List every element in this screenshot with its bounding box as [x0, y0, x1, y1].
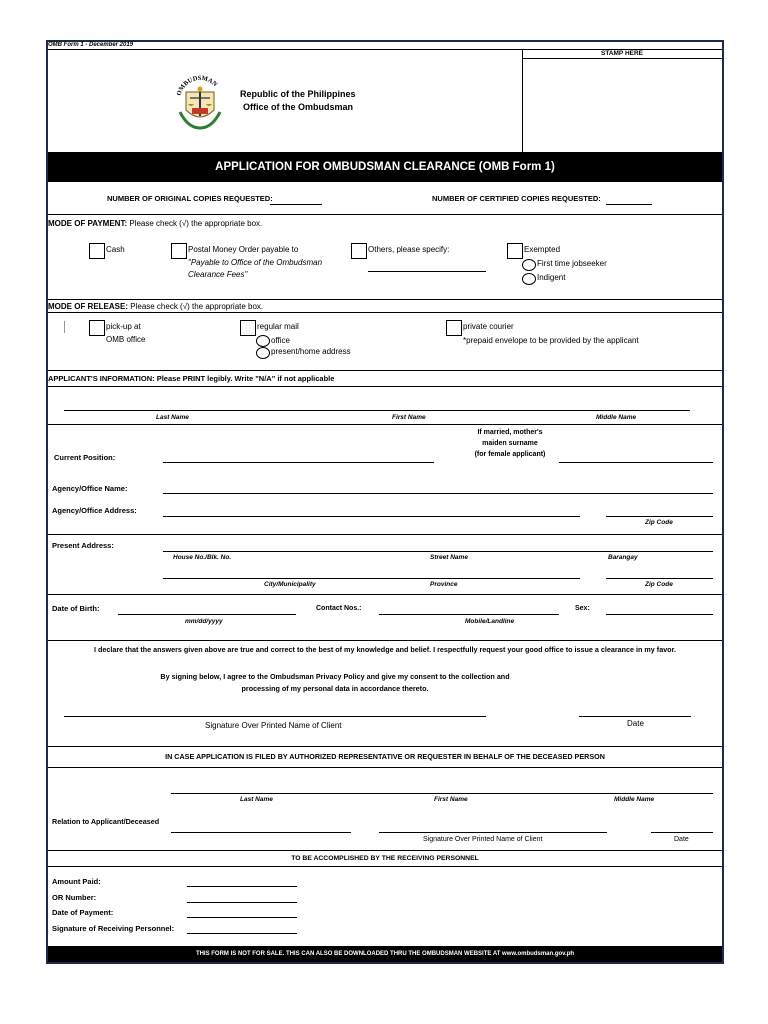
stamp-box-border	[522, 49, 523, 152]
province-label: Province	[430, 581, 458, 588]
courier-label: private courier	[463, 322, 514, 331]
first-time-label: First time jobseeker	[537, 259, 607, 268]
maiden-surname-field[interactable]	[559, 462, 713, 463]
rep-date-field[interactable]	[651, 832, 713, 833]
first-name-label: First Name	[392, 414, 426, 421]
receiving-signature-label: Signature of Receiving Personnel:	[52, 924, 175, 933]
home-address-label: present/home address	[271, 347, 351, 356]
stamp-label: STAMP HERE	[600, 50, 643, 57]
section-rule	[48, 594, 722, 595]
office-label: office	[271, 336, 290, 345]
regular-mail-label: regular mail	[257, 322, 299, 331]
mobile-label: Mobile/Landline	[465, 618, 515, 625]
rep-first-name-label: First Name	[434, 796, 468, 803]
section-rule	[48, 640, 722, 641]
relation-field[interactable]	[171, 832, 351, 833]
maiden-label-1: If married, mother's	[477, 429, 543, 436]
section-rule	[48, 850, 722, 851]
release-heading: MODE OF RELEASE:	[48, 302, 129, 311]
home-address-radio[interactable]	[256, 347, 270, 359]
receiving-heading: TO BE ACCOMPLISHED BY THE RECEIVING PERSONNEL	[291, 855, 479, 862]
office-radio[interactable]	[256, 335, 270, 347]
others-label: Others, please specify:	[368, 245, 450, 254]
exempted-label: Exempted	[524, 245, 561, 254]
pickup-label-2: OMB office	[106, 335, 146, 344]
certified-copies-field[interactable]	[606, 204, 652, 205]
current-position-field[interactable]	[163, 462, 434, 463]
section-rule	[48, 534, 722, 535]
agency-address-label: Agency/Office Address:	[52, 506, 137, 515]
rep-signature-field[interactable]	[379, 832, 607, 833]
present-zip-label: Zip Code	[645, 581, 673, 588]
section-rule	[48, 767, 722, 768]
applicant-heading: APPLICANT'S INFORMATION: Please PRINT legibly. Write "N/A" if not applicable	[48, 374, 335, 383]
rep-date-label: Date	[674, 836, 689, 843]
agency-name-field[interactable]	[163, 493, 713, 494]
rep-middle-name-label: Middle Name	[614, 796, 655, 803]
agency-zip-field[interactable]	[606, 516, 713, 517]
original-copies-field[interactable]	[270, 204, 322, 205]
representative-name-field[interactable]	[171, 793, 713, 794]
pickup-checkbox[interactable]	[89, 320, 105, 336]
applicant-name-field[interactable]	[64, 410, 690, 411]
pmo-label: Postal Money Order payable to	[188, 245, 299, 254]
present-address-field-1[interactable]	[163, 551, 713, 552]
pmo-note-2: Clearance Fees"	[188, 270, 248, 279]
date-payment-label: Date of Payment:	[52, 908, 114, 917]
form-title: APPLICATION FOR OMBUDSMAN CLEARANCE (OMB Form 1)	[215, 161, 555, 173]
representative-heading: IN CASE APPLICATION IS FILED BY AUTHORIZED REPRESENTATIVE OR REQUESTER IN BEHALF OF THE DECEASED PERSON	[165, 752, 605, 761]
footer-text: THIS FORM IS NOT FOR SALE. THIS CAN ALSO BE DOWNLOADED THRU THE OMBUDSMAN WEBSITE AT www.ombudsman.gov.ph	[195, 951, 575, 957]
courier-note: *prepaid envelope to be provided by the applicant	[463, 336, 639, 345]
header-office: Office of the Ombudsman	[243, 102, 354, 112]
original-copies-label: NUMBER OF ORIGINAL COPIES REQUESTED:	[107, 194, 273, 203]
amount-paid-label: Amount Paid:	[52, 877, 101, 886]
section-rule	[48, 424, 722, 425]
city-label: City/Municipality	[264, 581, 316, 588]
indigent-label: Indigent	[537, 273, 566, 282]
release-heading-row	[48, 302, 263, 312]
amount-paid-field[interactable]	[187, 886, 297, 887]
agency-address-field[interactable]	[163, 516, 580, 517]
postal-money-order-checkbox[interactable]	[171, 243, 187, 259]
ombudsman-seal-icon	[172, 70, 228, 132]
cash-checkbox[interactable]	[89, 243, 105, 259]
section-rule	[48, 299, 722, 300]
client-date-label: Date	[627, 719, 644, 728]
house-no-label: House No./Blk. No.	[173, 554, 232, 561]
declaration-line-3: processing of my personal data in accordance thereto.	[241, 684, 429, 693]
payment-heading: MODE OF PAYMENT:	[48, 219, 128, 228]
others-specify-field[interactable]	[368, 271, 486, 272]
release-instruction: Please check (√) the appropriate box.	[130, 302, 264, 311]
sex-label: Sex:	[575, 605, 590, 612]
receiving-signature-field[interactable]	[187, 933, 297, 934]
first-time-jobseeker-radio[interactable]	[522, 259, 536, 271]
section-rule	[48, 386, 722, 387]
rep-last-name-label: Last Name	[240, 796, 273, 803]
declaration-line-2: By signing below, I agree to the Ombudsman Privacy Policy and give my consent to the collection and	[160, 672, 510, 681]
dob-format-label: mm/dd/yyyy	[185, 618, 223, 625]
exempted-checkbox[interactable]	[507, 243, 523, 259]
regular-mail-checkbox[interactable]	[240, 320, 256, 336]
private-courier-checkbox[interactable]	[446, 320, 462, 336]
barangay-label: Barangay	[608, 554, 638, 561]
section-rule	[48, 312, 722, 313]
client-signature-field[interactable]	[64, 716, 486, 717]
current-position-label: Current Position:	[54, 453, 116, 462]
header-republic: Republic of the Philippines	[240, 89, 356, 99]
dob-field[interactable]	[118, 614, 296, 615]
or-number-label: OR Number:	[52, 893, 97, 902]
agency-name-label: Agency/Office Name:	[52, 484, 128, 493]
tick-mark	[64, 321, 65, 333]
title-bar	[48, 152, 722, 182]
maiden-label-3: (for female applicant)	[474, 451, 546, 458]
client-date-field[interactable]	[579, 716, 691, 717]
section-rule	[48, 746, 722, 747]
section-rule	[48, 370, 722, 371]
agency-zip-label: Zip Code	[645, 519, 673, 526]
others-checkbox[interactable]	[351, 243, 367, 259]
present-address-field-2[interactable]	[163, 578, 580, 579]
cash-label: Cash	[106, 245, 125, 254]
section-rule	[48, 214, 722, 215]
contact-label: Contact Nos.:	[316, 605, 362, 612]
street-label: Street Name	[430, 554, 468, 561]
client-signature-label: Signature Over Printed Name of Client	[205, 721, 342, 730]
contact-field[interactable]	[379, 614, 559, 615]
present-address-label: Present Address:	[52, 541, 114, 550]
middle-name-label: Middle Name	[596, 414, 637, 421]
dob-label: Date of Birth:	[52, 604, 100, 613]
relation-label: Relation to Applicant/Deceased	[52, 817, 160, 826]
section-rule	[48, 866, 722, 867]
date-payment-field[interactable]	[187, 917, 297, 918]
payment-heading-row	[48, 219, 262, 229]
svg-text:OMBUDSMAN: OMBUDSMAN	[175, 74, 219, 97]
declaration-line-1: I declare that the answers given above are true and correct to the best of my knowledge and belief. I respectfully request your good office to issue a clearance in my favor.	[94, 645, 676, 654]
footer-bar	[48, 946, 722, 962]
pickup-label-1: pick-up at	[106, 322, 141, 331]
present-zip-field[interactable]	[606, 578, 713, 579]
form-id: OMB Form 1 - December 2019	[48, 42, 134, 48]
pmo-note-1: "Payable to Office of the Ombudsman	[188, 258, 323, 267]
indigent-radio[interactable]	[522, 273, 536, 285]
last-name-label: Last Name	[156, 414, 189, 421]
payment-instruction: Please check (√) the appropriate box.	[129, 219, 263, 228]
or-number-field[interactable]	[187, 902, 297, 903]
maiden-label-2: maiden surname	[482, 440, 538, 447]
rep-signature-label: Signature Over Printed Name of Client	[423, 836, 543, 843]
sex-field[interactable]	[606, 614, 713, 615]
certified-copies-label: NUMBER OF CERTIFIED COPIES REQUESTED:	[432, 194, 601, 203]
